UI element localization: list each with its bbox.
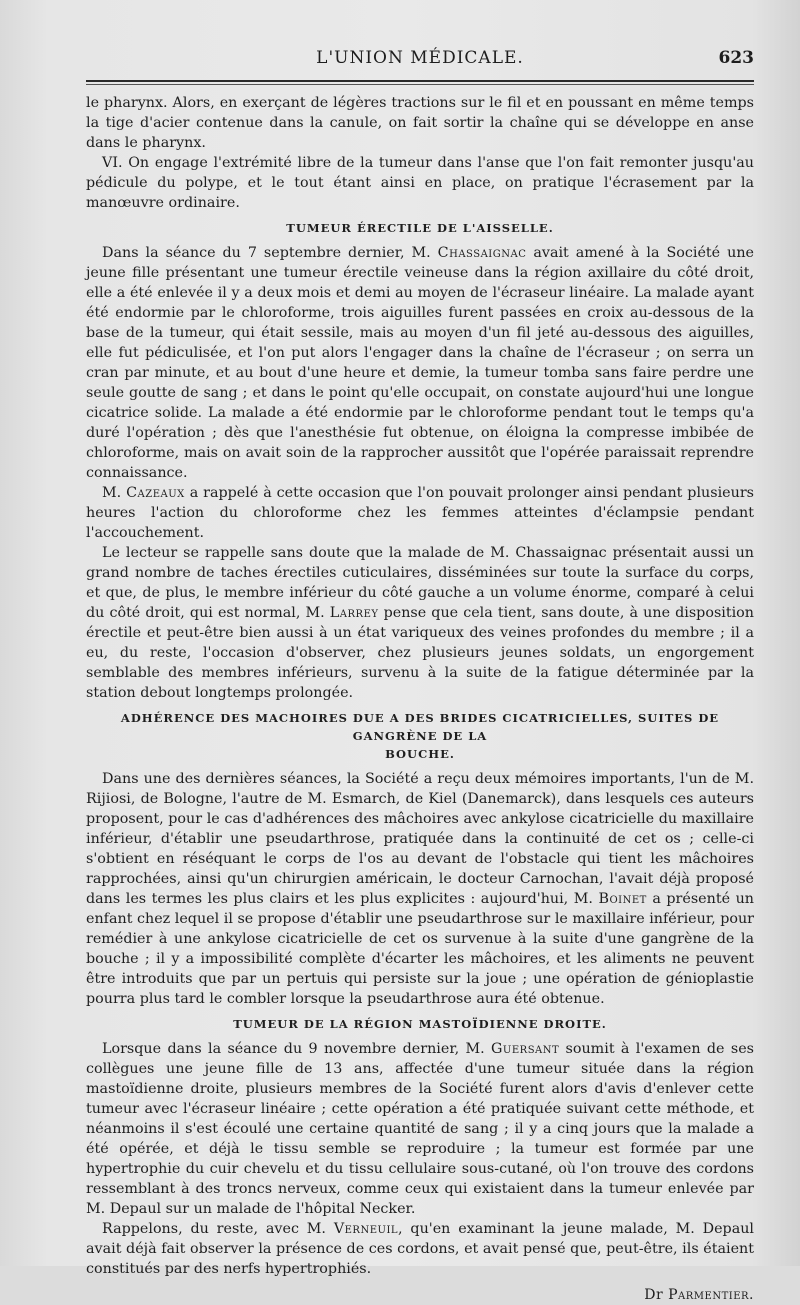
paragraph: Dans une des dernières séances, la Société a reçu deux mémoires importants, l'un de M. Rijiosi, de Bologne, l'autre de M. Esmarch, de Kiel (Danemarck), dans lesquels ces auteurs proposent, pour le cas d'adhérences des mâchoires avec ankylose cicatricielle du maxillaire inférieur, d'établir une pseudarthrose, pratiquée dans la continuité de cet os ; celle-ci s'obtient en réséquant le corps de l'os au devant de l'obstacle qui tient les mâchoires rapprochées, ainsi qu'un chirurgien américain, le docteur Carnochan, l'avait déjà proposé dans les termes les plus clairs et les plus explicites : aujourd'hui, M. Boinet a présenté un enfant chez lequel il se propose d'établir une pseudarthrose sur le maxillaire inférieur, pour remédier à une ankylose cicatricielle de cet os survenue à la suite d'une gangrène de la bouche ; il y a impossibilité complète d'écarter les mâchoires, et les aliments ne peuvent être introduits que par un pertuis qui persiste sur la joue ; une opération de génioplastie pourra plus tard le combler lorsque la pseudarthrose aura été obtenue.	[86, 771, 754, 1007]
paragraph: Rappelons, du reste, avec M. Verneuil, qu'en examinant la jeune malade, M. Depaul avait déjà fait observer la présence de ces cordons, et avait pensé que, peut-être, ils étaient constitués par des nerfs hypertrophiés.	[86, 1221, 754, 1277]
paragraph: Dans la séance du 7 septembre dernier, M. Chassaignac avait amené à la Société une jeune fille présentant une tumeur érectile veineuse dans la région axillaire du côté droit, elle a été enlevée il y a deux mois et demi au moyen de l'écraseur linéaire. La malade ayant été endormie par le chloroforme, trois aiguilles furent passées en croix au-dessous de la base de la tumeur, qui était sessile, mais au moyen d'un fil jeté au-dessous des aiguilles, elle fut pédiculisée, et l'on put alors l'engager dans la chaîne de l'écraseur ; on serra un cran par minute, et au bout d'une heure et demie, la tumeur tomba sans faire perdre une seule goutte de sang ; et dans le point qu'elle occupait, on constate aujourd'hui une longue cicatrice solide. La malade a été endormie par le chloroforme pendant tout le temps qu'a duré l'opération ; dès que l'anesthésie fut obtenue, on éloigna la compresse imbibée de chloroforme, mais on avait soin de la rapprocher aussitôt que l'opérée paraissait reprendre connaissance.	[86, 245, 754, 481]
person-name: Cazeaux	[126, 485, 185, 501]
person-name: Chassaignac	[437, 245, 527, 261]
paragraph: Le lecteur se rappelle sans doute que la malade de M. Chassaignac présentait aussi un grand nombre de taches érectiles cuticulaires, disséminées sur toute la surface du corps, et que, de plus, le membre inférieur du côté gauche a un volume énorme, comparé à celui du côté droit, qui est normal, M. Larrey pense que cela tient, sans doute, à une disposition érectile et peut-être bien aussi à un état variqueux des veines profondes du membre ; il a eu, du reste, l'occasion d'observer, chez plusieurs jeunes soldats, un engorgement semblable des membres inférieurs, survenu à la suite de la fatigue déterminée par la station debout longtemps prolongée.	[86, 545, 754, 701]
paragraph: Lorsque dans la séance du 9 novembre dernier, M. Guersant soumit à l'examen de ses collègues une jeune fille de 13 ans, affectée d'une tumeur située dans la région mastoïdienne droite, plusieurs membres de la Société furent alors d'avis d'enlever cette tumeur avec l'écraseur linéaire ; cette opération a été pratiquée suivant cette méthode, et néanmoins il s'est écoulé une certaine quantité de sang ; il y a cinq jours que la malade a été opérée, et déjà le tissu semble se reproduire ; la tumeur est formée par une hypertrophie du cuir chevelu et du tissu cellulaire sous-cutané, où l'on trouve des cordons ressemblant à des troncs nerveux, comme ceux qui existaient dans la tumeur enlevée par M. Depaul sur un malade de l'hôpital Necker.	[86, 1041, 754, 1217]
section-heading: TUMEUR DE LA RÉGION MASTOÏDIENNE DROITE.	[233, 1017, 607, 1031]
article-body	[86, 93, 754, 1305]
author-signature: Dr Parmentier.	[644, 1287, 754, 1303]
person-name: Verneuil	[333, 1221, 399, 1237]
person-name: Larrey	[329, 605, 379, 621]
running-header	[86, 48, 754, 72]
paragraph: VI. On engage l'extrémité libre de la tumeur dans l'anse que l'on fait remonter jusqu'au pédicule du polype, et le tout étant ainsi en place, on pratique l'écrasement par la manœuvre ordinaire.	[86, 155, 754, 211]
section-heading: ADHÉRENCE DES MACHOIRES DUE A DES BRIDES CICATRICIELLES, SUITES DE GANGRÈNE DE LA BOUCHE.	[120, 711, 720, 761]
person-name: Boinet	[598, 891, 647, 907]
paragraph: M. Cazeaux a rappelé à cette occasion que l'on pouvait prolonger ainsi pendant plusieurs heures l'action du chloroforme chez les femmes atteintes d'éclampsie pendant l'accouchement.	[86, 485, 754, 541]
paragraph: le pharynx. Alors, en exerçant de légères tractions sur le fil et en poussant en même temps la tige d'acier contenue dans la canule, on fait sortir la chaîne qui se développe en anse dans le pharynx.	[86, 95, 754, 151]
page-number: 623	[718, 48, 754, 68]
section-heading: TUMEUR ÉRECTILE DE L'AISSELLE.	[286, 221, 554, 235]
header-rule	[86, 80, 754, 85]
person-name: Guersant	[491, 1041, 560, 1057]
running-title: L'UNION MÉDICALE.	[316, 48, 524, 68]
